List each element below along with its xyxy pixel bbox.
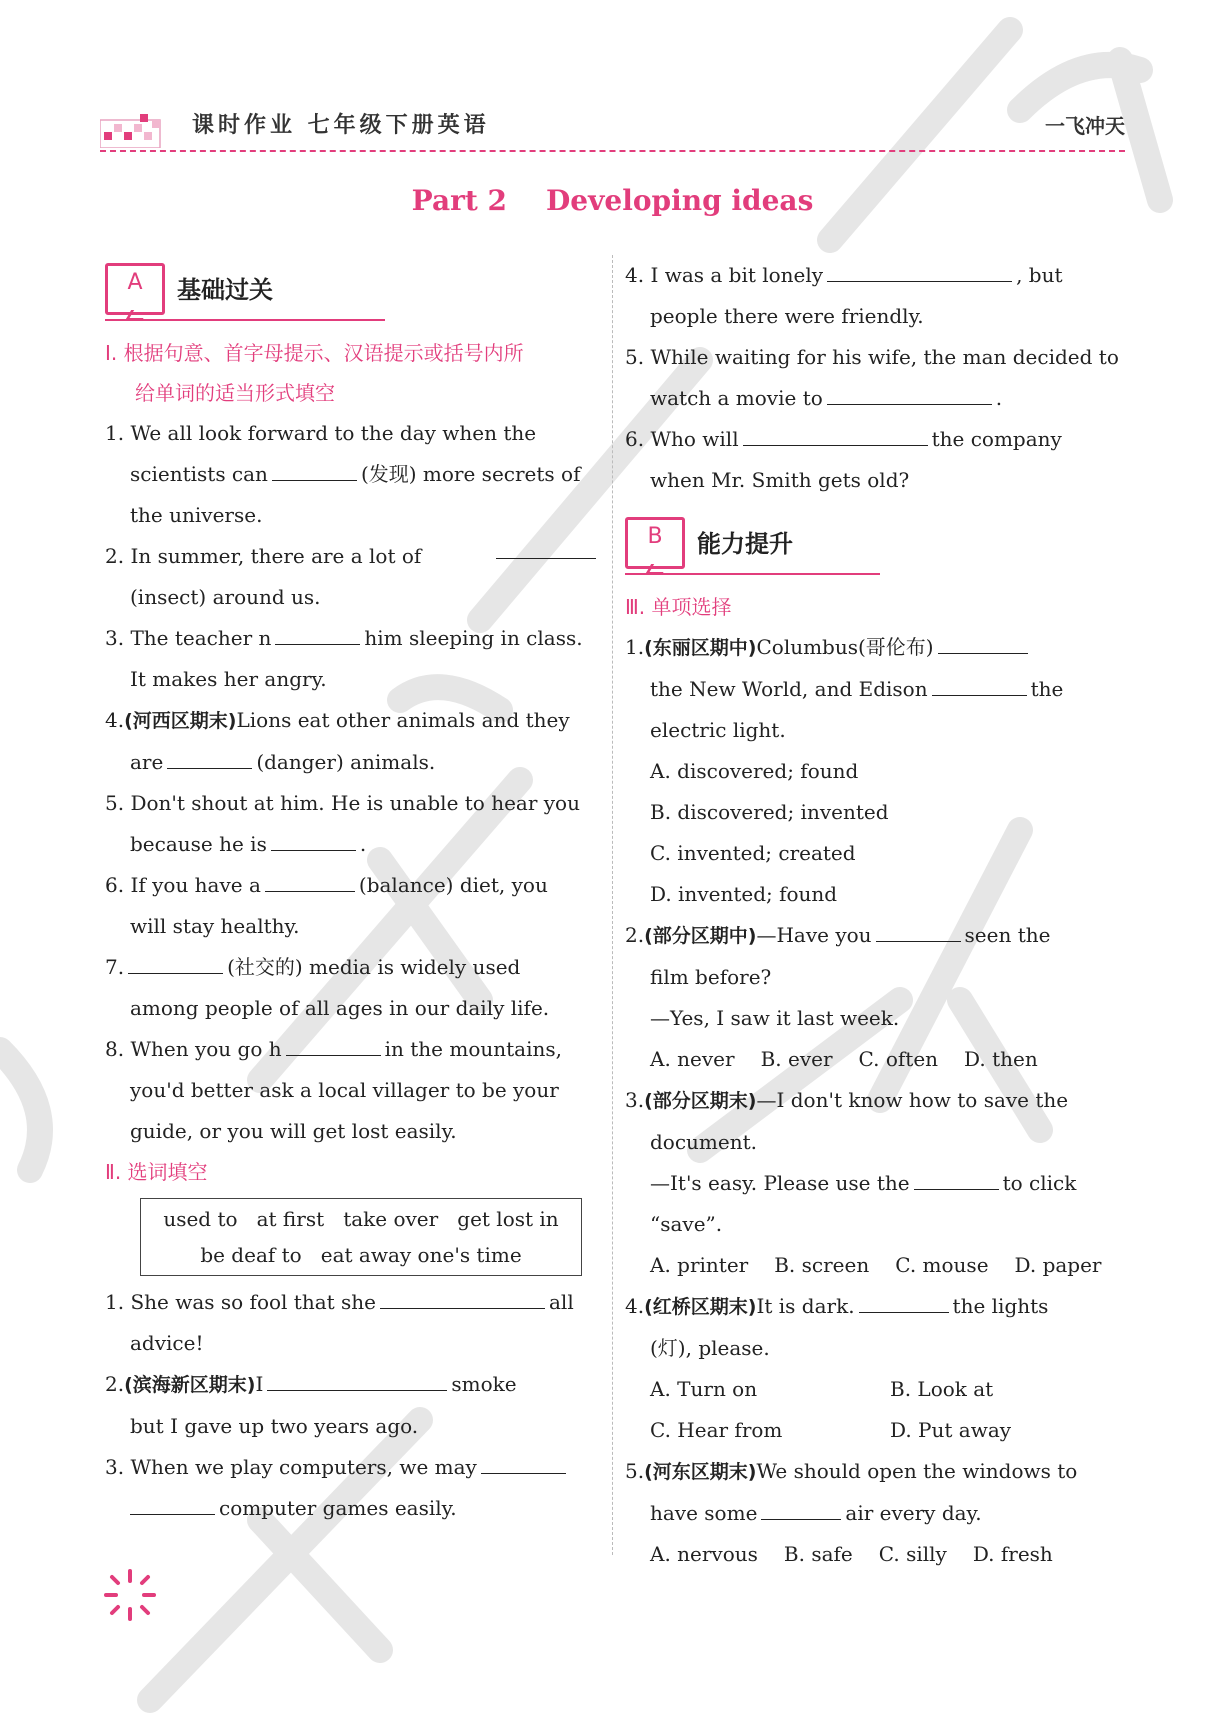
question-text: 6. If you have a — [105, 873, 261, 897]
option-d[interactable]: D. Put away — [890, 1418, 1012, 1442]
question-text: It is dark. — [756, 1294, 855, 1318]
question-text: will stay healthy. — [130, 914, 300, 938]
option-c[interactable]: C. often — [858, 1047, 939, 1071]
answer-blank[interactable] — [827, 382, 992, 405]
option-d[interactable]: D. then — [964, 1047, 1038, 1071]
answer-blank[interactable] — [380, 1286, 545, 1309]
answer-blank[interactable] — [496, 536, 596, 559]
answer-blank[interactable] — [743, 423, 928, 446]
fill-question-4 — [625, 255, 1125, 337]
answer-blank[interactable] — [286, 1033, 381, 1056]
question-text: (社交的) media is widely used — [227, 955, 521, 979]
section-b-header — [625, 509, 1125, 587]
source-tag: (东丽区期中) — [644, 637, 757, 659]
source-tag: (部分区期末) — [644, 1090, 757, 1112]
fill-question-6 — [625, 419, 1125, 501]
question-text: film before? — [650, 965, 772, 989]
question-text: electric light. — [650, 718, 786, 742]
section-a-label: 基础过关 — [177, 276, 273, 304]
question-text: We should open the windows to — [756, 1459, 1078, 1483]
answer-blank[interactable] — [271, 828, 356, 851]
question-text: when Mr. Smith gets old? — [650, 468, 910, 492]
option-a[interactable]: A. never — [650, 1047, 735, 1071]
question-text: watch a movie to — [650, 386, 823, 410]
option-b[interactable]: B. Look at — [890, 1377, 994, 1401]
question-text: the universe. — [130, 503, 263, 527]
mc-question-5 — [625, 1451, 1125, 1575]
option-b[interactable]: B. screen — [774, 1253, 870, 1277]
question-text: seen the — [964, 923, 1051, 947]
question-text: . — [995, 386, 1003, 410]
question-text: the lights — [952, 1294, 1049, 1318]
option-b[interactable]: B. safe — [783, 1542, 853, 1566]
question-text: to click — [1002, 1171, 1077, 1195]
instruction-2: Ⅱ. 选词填空 — [105, 1160, 208, 1184]
question-text: all — [549, 1290, 574, 1314]
mc-question-2 — [625, 915, 1125, 1080]
section-b-label: 能力提升 — [697, 530, 793, 558]
question-text: 3. The teacher n — [105, 626, 272, 650]
instruction-3: Ⅲ. 单项选择 — [625, 595, 732, 619]
question-text: advice! — [130, 1331, 204, 1355]
option-c[interactable]: C. Hear from — [650, 1418, 783, 1442]
option-d[interactable]: D. invented; found — [650, 882, 838, 906]
question-text: the company — [931, 427, 1062, 451]
page-header — [100, 102, 1125, 152]
header-divider — [100, 150, 1125, 152]
option-d[interactable]: D. fresh — [972, 1542, 1053, 1566]
question-text: him sleeping in class. — [364, 626, 583, 650]
sparkle-icon — [100, 1565, 160, 1625]
page-title: Part 2 Developing ideas — [411, 184, 814, 217]
question-text: , but — [1016, 263, 1063, 287]
question-number: 3. — [625, 1088, 645, 1112]
option-c[interactable]: C. silly — [878, 1542, 947, 1566]
question-text: guide, or you will get lost easily. — [130, 1119, 457, 1143]
question-text: but I gave up two years ago. — [130, 1414, 419, 1438]
column-divider — [612, 255, 613, 1555]
question-text: because he is — [130, 832, 267, 856]
question-text: people there were friendly. — [650, 304, 924, 328]
question-3 — [105, 618, 600, 700]
source-tag: (河西区期末) — [124, 710, 237, 732]
question-text: you'd better ask a local villager to be your — [130, 1078, 559, 1102]
option-c[interactable]: C. mouse — [895, 1253, 989, 1277]
section-a-header — [105, 255, 600, 333]
question-text: smoke — [451, 1372, 517, 1396]
question-text: 2. In summer, there are a lot of — [105, 544, 422, 568]
header-squares-icon — [100, 114, 168, 148]
fill-question-1 — [105, 1282, 600, 1364]
answer-blank[interactable] — [275, 622, 360, 645]
right-column — [625, 255, 1125, 1575]
question-number: 4. — [105, 708, 125, 732]
answer-blank[interactable] — [481, 1451, 566, 1474]
question-5 — [105, 783, 600, 865]
answer-blank[interactable] — [761, 1497, 841, 1520]
question-text: among people of all ages in our daily life. — [130, 996, 550, 1020]
mc-question-4 — [625, 1286, 1125, 1451]
section-a-badge — [105, 263, 165, 315]
option-a[interactable]: A. printer — [650, 1253, 749, 1277]
answer-blank[interactable] — [167, 746, 252, 769]
question-number: 4. — [625, 1294, 645, 1318]
option-c[interactable]: C. invented; created — [650, 841, 856, 865]
question-text: (发现) more secrets of — [360, 462, 581, 486]
option-d[interactable]: D. paper — [1014, 1253, 1102, 1277]
question-text: (灯), please. — [650, 1336, 770, 1360]
answer-blank[interactable] — [272, 458, 357, 481]
question-text: have some — [650, 1501, 758, 1525]
question-text: 5. While waiting for his wife, the man decided to — [625, 345, 1119, 369]
question-text: It makes her angry. — [130, 667, 327, 691]
question-text: —I don't know how to save the — [756, 1088, 1069, 1112]
question-number: 2. — [105, 1372, 125, 1396]
mc-question-1 — [625, 627, 1125, 915]
question-text: (danger) animals. — [256, 750, 436, 774]
fill-question-5 — [625, 337, 1125, 419]
option-b[interactable]: B. discovered; invented — [650, 800, 889, 824]
question-text: “save”. — [650, 1212, 723, 1236]
question-number: 2. — [625, 923, 645, 947]
section-a-underline — [105, 319, 385, 321]
word-bank-line: used to at first take over get lost in — [163, 1207, 559, 1231]
option-a[interactable]: A. Turn on — [650, 1377, 758, 1401]
question-number: 7. — [105, 955, 125, 979]
answer-blank[interactable] — [128, 951, 223, 974]
question-text: —It's easy. Please use the — [650, 1171, 910, 1195]
question-text: the — [1030, 677, 1064, 701]
question-text: 1. She was so fool that she — [105, 1290, 376, 1314]
source-tag: (滨海新区期末) — [124, 1374, 256, 1396]
question-text: I — [255, 1372, 264, 1396]
question-text: 1. We all look forward to the day when the — [105, 421, 537, 445]
answer-blank[interactable] — [876, 919, 961, 942]
word-bank — [140, 1198, 582, 1276]
fill-question-3 — [105, 1447, 600, 1529]
answer-blank[interactable] — [938, 631, 1028, 654]
question-text: 8. When you go h — [105, 1037, 282, 1061]
question-text: document. — [650, 1130, 758, 1154]
source-tag: (河东区期末) — [644, 1461, 757, 1483]
instruction-1: Ⅰ. 根据句意、首字母提示、汉语提示或括号内所 — [105, 341, 524, 365]
header-brand: 一飞冲天 — [1045, 114, 1125, 138]
section-b-underline — [625, 573, 880, 575]
question-text: Columbus(哥伦布) — [756, 635, 934, 659]
question-text: air every day. — [845, 1501, 982, 1525]
answer-blank[interactable] — [859, 1290, 949, 1313]
question-text: scientists can — [130, 462, 268, 486]
word-bank-line: be deaf to eat away one's time — [200, 1243, 522, 1267]
question-text: are — [130, 750, 164, 774]
question-text: 5. Don't shout at him. He is unable to hear you — [105, 791, 580, 815]
fill-question-2 — [105, 1364, 600, 1447]
question-text: 6. Who will — [625, 427, 739, 451]
answer-blank[interactable] — [267, 1368, 447, 1391]
option-b[interactable]: B. ever — [760, 1047, 833, 1071]
section-b-badge-letter: B — [647, 524, 663, 549]
answer-blank[interactable] — [130, 1492, 215, 1515]
question-8 — [105, 1029, 600, 1152]
question-text: —Yes, I saw it last week. — [650, 1006, 900, 1030]
instruction-1-cont: 给单词的适当形式填空 — [135, 381, 335, 405]
question-2 — [105, 536, 600, 618]
source-tag: (部分区期中) — [644, 925, 757, 947]
question-7 — [105, 947, 600, 1029]
answer-blank[interactable] — [914, 1167, 999, 1190]
header-title: 课时作业 七年级下册英语 — [192, 113, 490, 138]
question-text: 4. I was a bit lonely — [625, 263, 824, 287]
question-text: in the mountains, — [384, 1037, 562, 1061]
question-text: 3. When we play computers, we may — [105, 1455, 477, 1479]
section-b-badge — [625, 517, 685, 569]
question-4 — [105, 700, 600, 783]
answer-blank[interactable] — [932, 673, 1027, 696]
question-6 — [105, 865, 600, 947]
question-text: —Have you — [756, 923, 872, 947]
question-number: 1. — [625, 635, 645, 659]
question-number: 5. — [625, 1459, 645, 1483]
section-a-badge-letter: A — [127, 270, 143, 295]
option-a[interactable]: A. nervous — [650, 1542, 758, 1566]
left-column — [105, 255, 600, 1529]
question-text: Lions eat other animals and they — [236, 708, 570, 732]
mc-question-3 — [625, 1080, 1125, 1286]
answer-blank[interactable] — [265, 869, 355, 892]
option-a[interactable]: A. discovered; found — [650, 759, 859, 783]
source-tag: (红桥区期末) — [644, 1296, 757, 1318]
question-text: (insect) around us. — [130, 585, 321, 609]
question-text: the New World, and Edison — [650, 677, 928, 701]
question-text: computer games easily. — [219, 1496, 457, 1520]
question-text: (balance) diet, you — [358, 873, 548, 897]
question-1 — [105, 413, 600, 536]
answer-blank[interactable] — [827, 259, 1012, 282]
question-text: . — [359, 832, 367, 856]
